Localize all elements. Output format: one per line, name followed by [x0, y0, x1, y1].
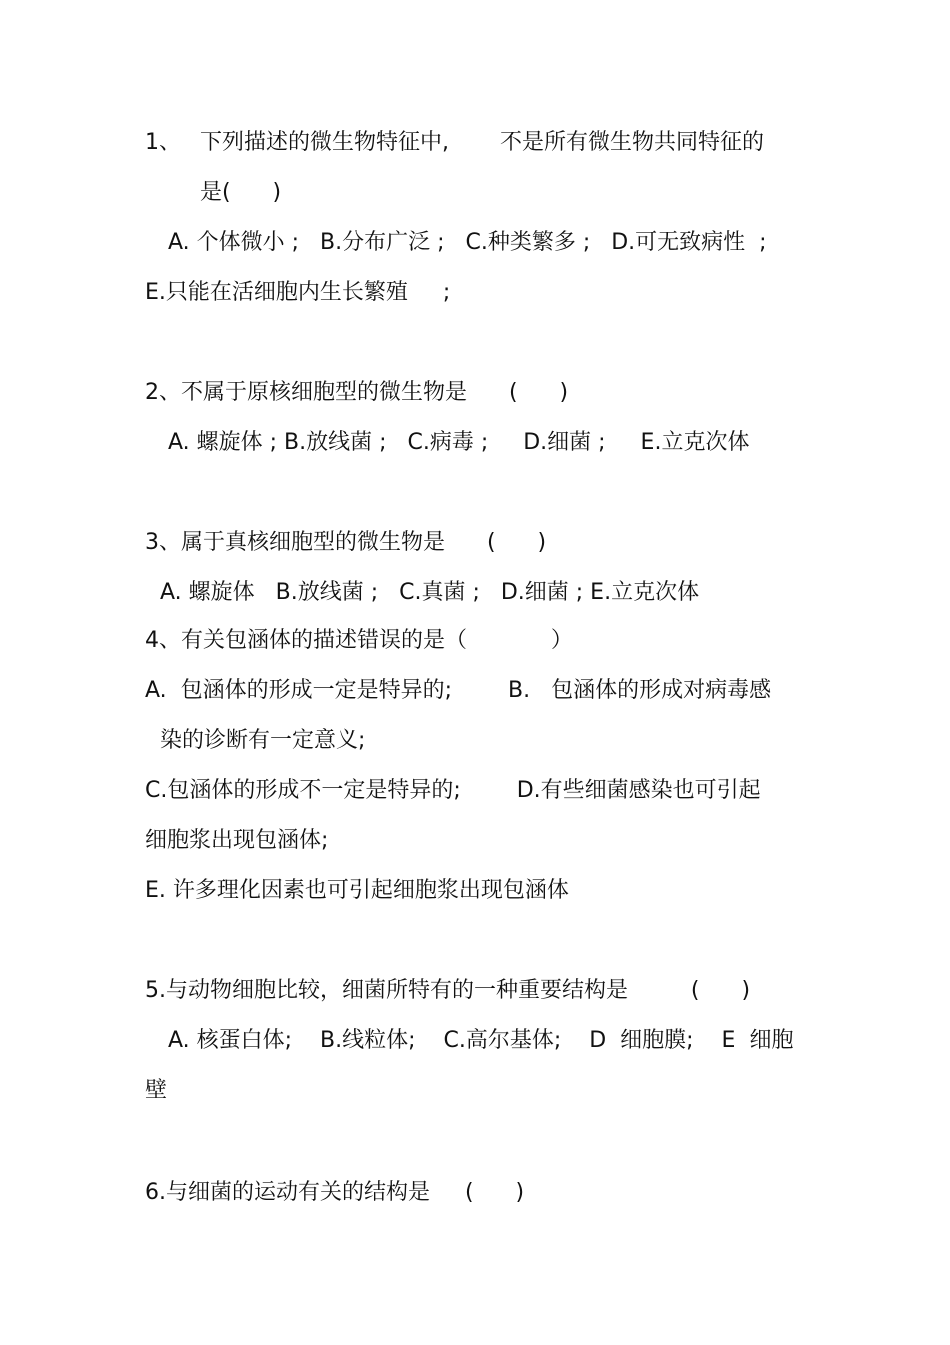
- q5-stem: 5.与动物细胞比较，细菌所特有的一种重要结构是 ( ): [145, 978, 751, 1003]
- q2-options: A. 螺旋体 ; B.放线菌 ; C.病毒 ; D.细菌 ; E.立克次体: [168, 430, 750, 455]
- q1-stem-part2: 不是所有微生物共同特征的: [500, 130, 765, 155]
- q4-line3: C.包涵体的形成不一定是特异的; D.有些细菌感染也可引起: [145, 778, 761, 803]
- q4-line2: 染的诊断有一定意义;: [160, 728, 366, 753]
- q2-stem: 2、不属于原核细胞型的微生物是 ( ): [145, 380, 569, 405]
- q4-line1: A. 包涵体的形成一定是特异的; B. 包涵体的形成对病毒感: [145, 678, 772, 703]
- q5-line2: 壁: [145, 1078, 168, 1103]
- q6-stem: 6.与细菌的运动有关的结构是 ( ): [145, 1180, 525, 1205]
- q1-stem-part1: 下列描述的微生物特征中,: [200, 130, 449, 155]
- q4-stem: 4、有关包涵体的描述错误的是（ ）: [145, 628, 573, 653]
- q4-line5: E. 许多理化因素也可引起细胞浆出现包涵体: [145, 878, 569, 903]
- q1-number: 1、: [145, 130, 181, 155]
- q1-options-line1: A. 个体微小 ; B.分布广泛 ; C.种类繁多 ; D.可无致病性 ;: [168, 230, 767, 255]
- q1-options-line2: E.只能在活细胞内生长繁殖 ;: [145, 280, 451, 305]
- q4-line4: 细胞浆出现包涵体;: [145, 828, 329, 853]
- q5-line1: A. 核蛋白体; B.线粒体; C.高尔基体; D 细胞膜; E 细胞: [168, 1028, 794, 1053]
- q3-stem: 3、属于真核细胞型的微生物是 ( ): [145, 530, 547, 555]
- q3-options: A. 螺旋体 B.放线菌 ; C.真菌 ; D.细菌 ; E.立克次体: [160, 580, 700, 605]
- q1-stem-part3: 是( ): [200, 180, 282, 205]
